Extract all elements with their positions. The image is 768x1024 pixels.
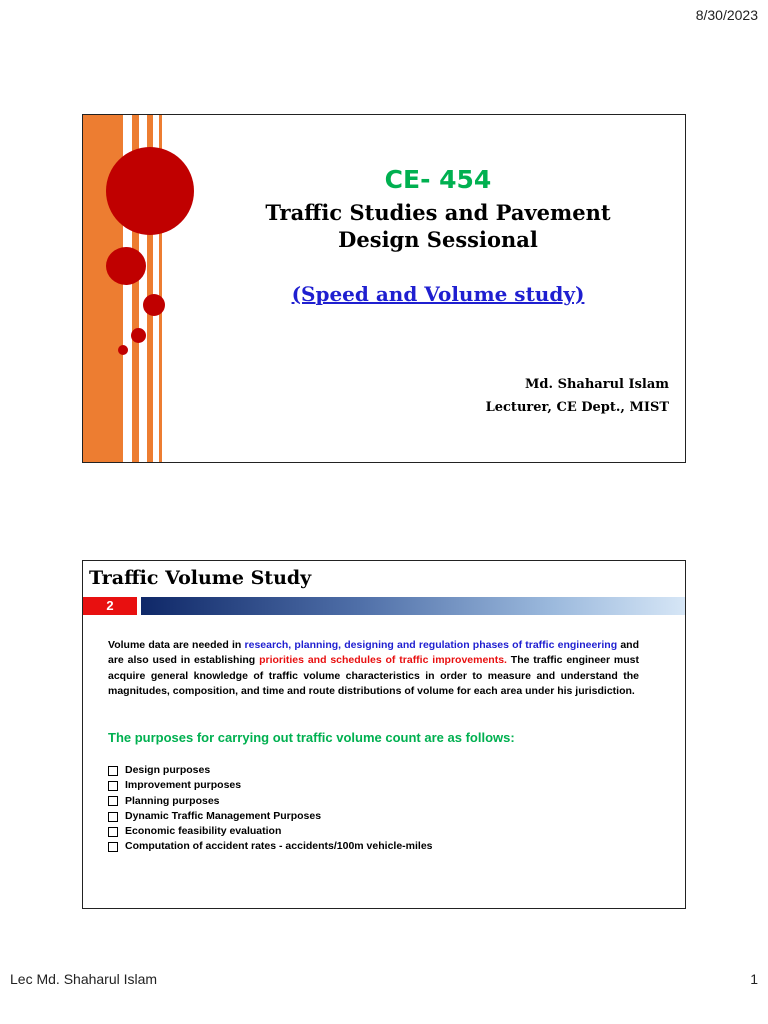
paragraph-highlight-red: priorities and schedules of traffic improvements.: [259, 654, 507, 667]
course-title-line2: Design Sessional: [338, 227, 538, 252]
list-item-label: Computation of accident rates - accidents/100m vehicle-miles: [125, 840, 433, 853]
course-title: [203, 199, 673, 253]
list-item-label: Design purposes: [125, 764, 211, 776]
checkbox-bullet-icon: [108, 796, 118, 806]
title-gradient-bar: [141, 597, 685, 615]
paragraph-highlight-blue: research, planning, designing and regulation phases of traffic engineering: [244, 639, 618, 651]
checkbox-bullet-icon: [108, 766, 118, 776]
list-item: [108, 824, 433, 839]
print-date: 8/30/2023: [695, 7, 758, 23]
red-circle-smaller: [131, 328, 146, 343]
list-item-label: Improvement purposes: [125, 779, 242, 792]
red-circle-medium: [106, 247, 146, 285]
page-number: 1: [750, 971, 758, 987]
red-circle-tiny: [118, 345, 128, 355]
checkbox-bullet-icon: [108, 827, 118, 837]
checkbox-bullet-icon: [108, 781, 118, 791]
session-subtitle: (Speed and Volume study): [291, 282, 585, 306]
paragraph-text: The traffic engineer must acquire general knowledge of traffic volume characteristics in order to measure and understand the magnitudes, composition, and time and route distributions of volume for each area under his jurisdiction.: [108, 654, 640, 698]
course-code: CE- 454: [384, 165, 492, 194]
list-item-label: Planning purposes: [125, 794, 220, 807]
slide-number-badge: 2: [83, 597, 137, 615]
checkbox-bullet-icon: [108, 842, 118, 852]
purposes-list: [108, 763, 433, 855]
intro-paragraph: [108, 638, 639, 700]
list-item: [108, 763, 433, 778]
purposes-heading: The purposes for carrying out traffic volume count are as follows:: [108, 730, 515, 745]
paragraph-text: and are also used in establishing: [108, 639, 639, 667]
red-circle-small: [143, 294, 165, 316]
author-name: Md. Shaharul Islam: [525, 377, 669, 392]
checkbox-bullet-icon: [108, 812, 118, 822]
list-item-label: Dynamic Traffic Management Purposes: [125, 809, 322, 822]
title-slide: [82, 114, 686, 463]
footer-author: Lec Md. Shaharul Islam: [10, 971, 158, 987]
course-title-line1: Traffic Studies and Pavement: [265, 200, 611, 225]
list-item: [108, 794, 433, 809]
red-circle-large: [106, 147, 194, 235]
list-item: [108, 809, 433, 824]
list-item: [108, 778, 433, 793]
list-item: [108, 839, 433, 854]
author-role: Lecturer, CE Dept., MIST: [485, 400, 669, 415]
list-item-label: Economic feasibility evaluation: [125, 825, 282, 838]
slide-title: Traffic Volume Study: [89, 567, 312, 589]
paragraph-text: Volume data are needed in: [108, 639, 245, 651]
content-slide: [82, 560, 686, 909]
